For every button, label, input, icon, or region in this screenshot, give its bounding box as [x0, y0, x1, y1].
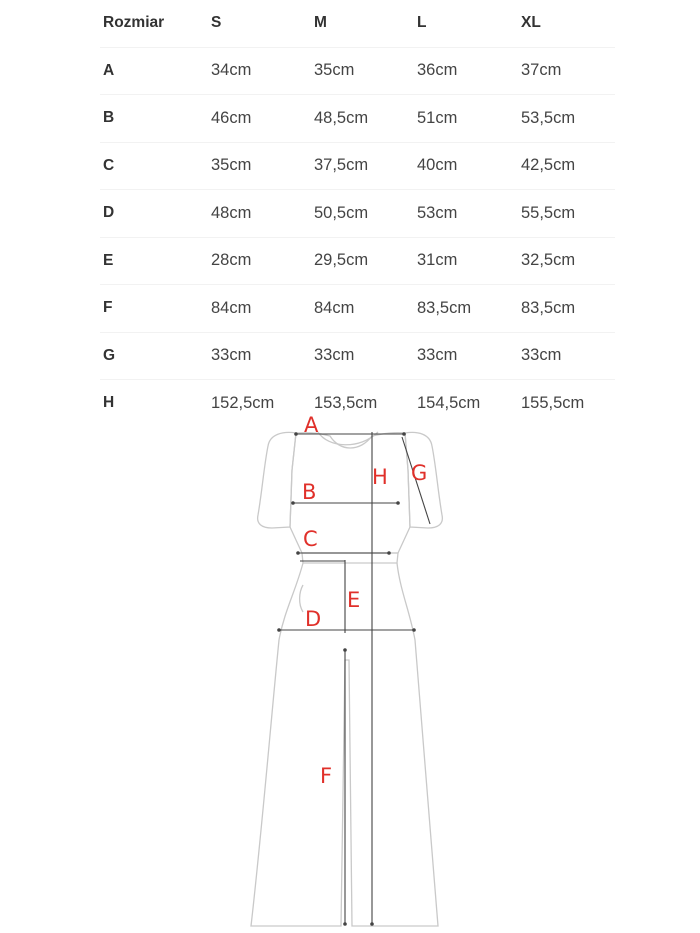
label-f: F [320, 764, 333, 788]
cell-value: 34cm [211, 47, 314, 95]
cell-value: 42,5cm [521, 142, 615, 190]
row-label: H [103, 394, 115, 412]
row-label: D [100, 190, 211, 238]
tick-b-end [396, 501, 400, 505]
cell-value: 84cm [211, 285, 314, 333]
cell-value: 155,5cm [521, 393, 585, 412]
table-row [100, 142, 615, 190]
cell-value: 37cm [521, 47, 615, 95]
cell-value: 152,5cm [211, 393, 275, 412]
table-row [100, 95, 615, 143]
cell-value: 33cm [314, 332, 417, 380]
cell-value: 32,5cm [521, 237, 615, 285]
tick-f-end [343, 922, 347, 926]
header-m: M [314, 0, 417, 47]
row-label: B [100, 95, 211, 143]
cell-value: 37,5cm [314, 142, 417, 190]
row-label: E [100, 237, 211, 285]
cell-value: 31cm [417, 237, 521, 285]
table-row [100, 190, 615, 238]
cell-value: 35cm [211, 142, 314, 190]
table-row [100, 47, 615, 95]
cell-value: 48cm [211, 190, 314, 238]
row-label: C [100, 142, 211, 190]
cell-value: 84cm [314, 285, 417, 333]
tick-d-start [277, 628, 281, 632]
tick-c-end [387, 551, 391, 555]
row-label: F [100, 285, 211, 333]
label-d: D [305, 607, 322, 631]
cell-value: 33cm [521, 332, 615, 380]
cell-value: 36cm [417, 47, 521, 95]
cell-value: 153,5cm [314, 393, 378, 412]
tick-a-end [402, 432, 406, 436]
tick-b-start [291, 501, 295, 505]
cell-value: 29,5cm [314, 237, 417, 285]
jumpsuit-measurement-diagram [0, 400, 700, 933]
label-h: H [372, 465, 388, 489]
cell-value: 50,5cm [314, 190, 417, 238]
cell-value: 28cm [211, 237, 314, 285]
label-g: G [411, 461, 428, 485]
tick-d-end [412, 628, 416, 632]
header-xl: XL [521, 0, 615, 47]
label-a: A [304, 413, 319, 437]
row-label: G [100, 332, 211, 380]
cell-value: 33cm [211, 332, 314, 380]
row-label: A [100, 47, 211, 95]
table-row [100, 332, 615, 380]
table-row [100, 237, 615, 285]
header-l: L [417, 0, 521, 47]
cell-value: 53cm [417, 190, 521, 238]
jumpsuit-outline [251, 432, 442, 926]
cell-value: 40cm [417, 142, 521, 190]
tick-c-start [296, 551, 300, 555]
pocket-outline [300, 585, 303, 612]
label-b: B [302, 480, 317, 504]
measurement-lines [277, 432, 430, 926]
cell-value: 53,5cm [521, 95, 615, 143]
tick-h-end [370, 922, 374, 926]
label-e: E [347, 588, 361, 612]
cell-value: 83,5cm [521, 285, 615, 333]
header-s: S [211, 0, 314, 47]
table-row [100, 285, 615, 333]
size-table [100, 0, 615, 427]
cell-value: 51cm [417, 95, 521, 143]
table-header-row [100, 0, 615, 47]
cell-value: 46cm [211, 95, 314, 143]
header-size: Rozmiar [100, 0, 211, 47]
cell-value: 35cm [314, 47, 417, 95]
cell-value: 48,5cm [314, 95, 417, 143]
tick-a-start [294, 432, 298, 436]
cell-value: 55,5cm [521, 190, 615, 238]
cell-value: 33cm [417, 332, 521, 380]
cell-value: 83,5cm [417, 285, 521, 333]
cell-value: 154,5cm [417, 393, 481, 412]
label-c: C [303, 527, 318, 551]
tick-f-start [343, 648, 347, 652]
